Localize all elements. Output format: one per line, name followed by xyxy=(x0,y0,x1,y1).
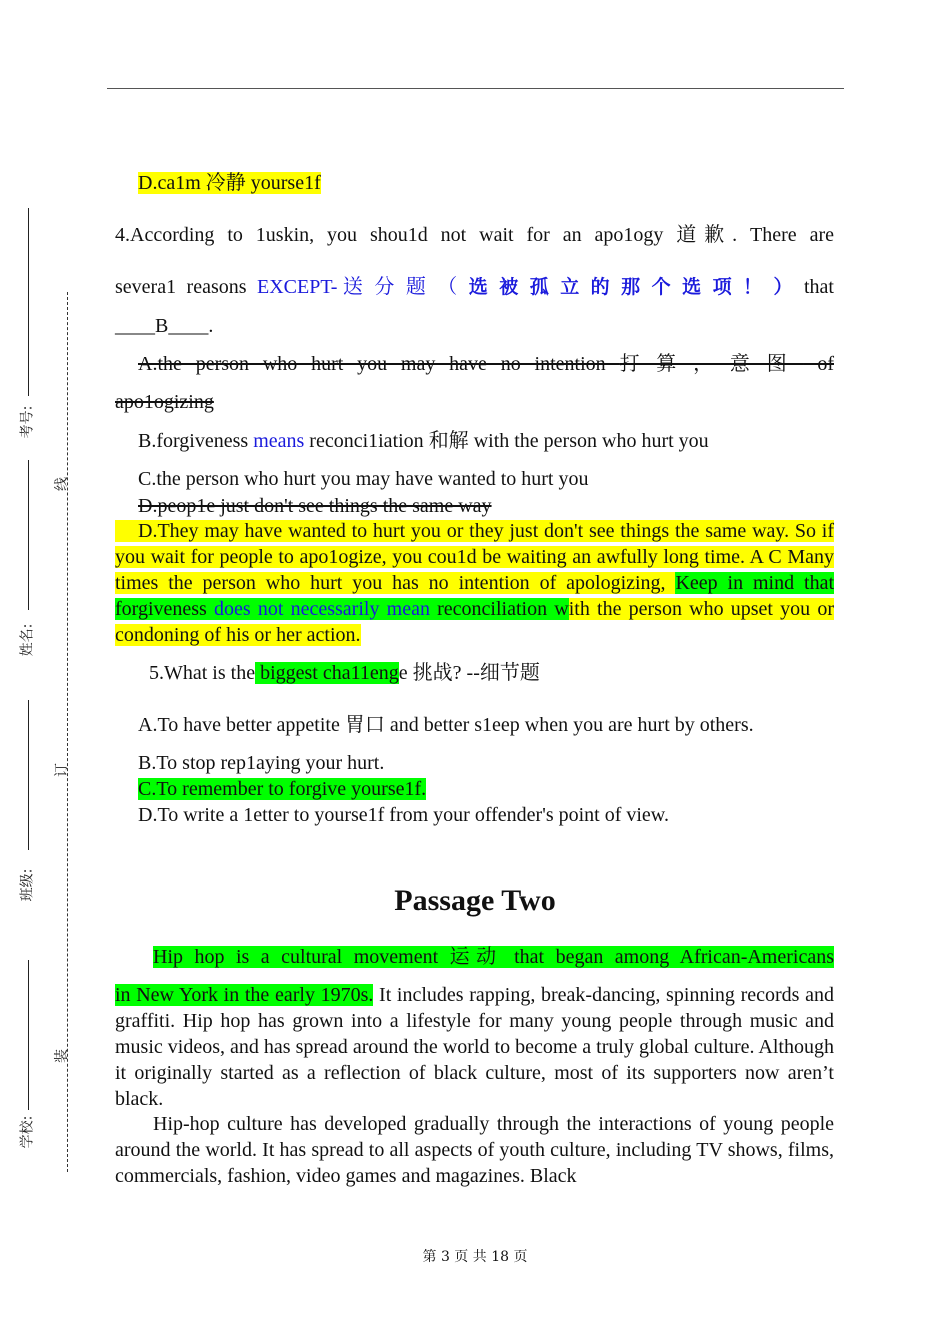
bind-label: 订 xyxy=(54,763,70,777)
q4-stem-line-1: 4.According to 1uskin, you shou1d not wait for an apo1ogy 道歉. There are xyxy=(115,224,834,246)
q4-answer-blank: ____B____. xyxy=(115,315,214,337)
name-line xyxy=(28,460,29,610)
q5-option-d: D.To write a 1etter to yourse1f from your offender's point of view. xyxy=(138,804,669,826)
exam-no-label: 考号: xyxy=(19,405,36,439)
line-label: 线 xyxy=(54,477,70,491)
q5-option-a: A.To have better appetite 胃口 and better s1eep when you are hurt by others. xyxy=(138,714,754,736)
q3-option-d-text: D.ca1m 冷静 yourse1f xyxy=(138,172,321,194)
q4-option-a-cont: apo1ogizing xyxy=(115,391,214,413)
passage-two-p1-line1 xyxy=(153,944,834,970)
q3-option-d xyxy=(138,170,834,196)
q4-option-d: D.peop1e just don't see things the same way xyxy=(138,495,492,517)
passage-two-title: Passage Two xyxy=(394,884,556,917)
q4-stem-line-2: severa1 reasons EXCEPT-送分题（选被孤立的那个选项！）that xyxy=(115,276,834,298)
school-line xyxy=(28,960,29,1110)
q4-evidence-yellow: D.They may have wanted to hurt you or they just don't see things the same way. So if you wait for people to apo1ogize, you cou1d be waiting an awfully long time. A C Many times the person who hurt you has no intention of apologizing, xyxy=(115,520,834,594)
q5-option-b: B.To stop rep1aying your hurt. xyxy=(138,752,385,774)
q4-option-c: C.the person who hurt you may have wanted to hurt you xyxy=(138,468,589,490)
q5-stem: 5.What is the biggest cha11enge 挑战? --细节题 xyxy=(149,662,540,684)
q4-evidence-green: Keep in mind that forgiveness does not necessarily mean reconciliation w xyxy=(115,572,834,620)
name-label: 姓名: xyxy=(19,623,36,657)
header-rule xyxy=(107,88,844,89)
q5-option-c: C.To remember to forgive yourse1f. xyxy=(138,778,427,800)
class-label: 班级: xyxy=(19,868,36,902)
exam-no-line xyxy=(28,208,29,396)
cut-line xyxy=(67,292,68,1172)
passage-two-p2: Hip-hop culture has developed gradually through the interactions of young people around the world. It has spread to all aspects of youth culture, including TV shows, films, commercials, fashion, video games and magazines. Black xyxy=(115,1113,834,1187)
q4-option-a: A.the person who hurt you may have no intention 打算，意图 of xyxy=(138,353,834,375)
class-line xyxy=(28,700,29,850)
passage-two-p1-highlight: Hip hop is a cultural movement 运动 that began among African-Americans xyxy=(153,946,834,968)
passage-two-p1-rest: in New York in the early 1970s. It includes rapping, break-dancing, spinning records and graffiti. Hip hop has grown into a lifestyle for many young people through music and music videos, and has spread around the world to become a truly global culture. Although it originally started as a reflection of black culture, most of its supporters now aren’t black. xyxy=(115,984,834,1110)
staple-label: 装 xyxy=(54,1049,70,1063)
school-label: 学校: xyxy=(19,1115,36,1149)
q4-option-b: B.forgiveness means reconci1iation 和解 with the person who hurt you xyxy=(138,430,709,452)
page-footer: 第 3 页 共 18 页 xyxy=(422,1249,528,1265)
q4-evidence: D.They may have wanted to hurt you or they just don't see things the same way. So if you wait for people to apo1ogize, you cou1d be waiting an awfully long time. A C Many times the person who hurt you has no intention of apologizing, Keep in mind that forgiveness does not necessarily mean reconciliation with the person who upset you or condoning of his or her action. xyxy=(115,520,835,646)
